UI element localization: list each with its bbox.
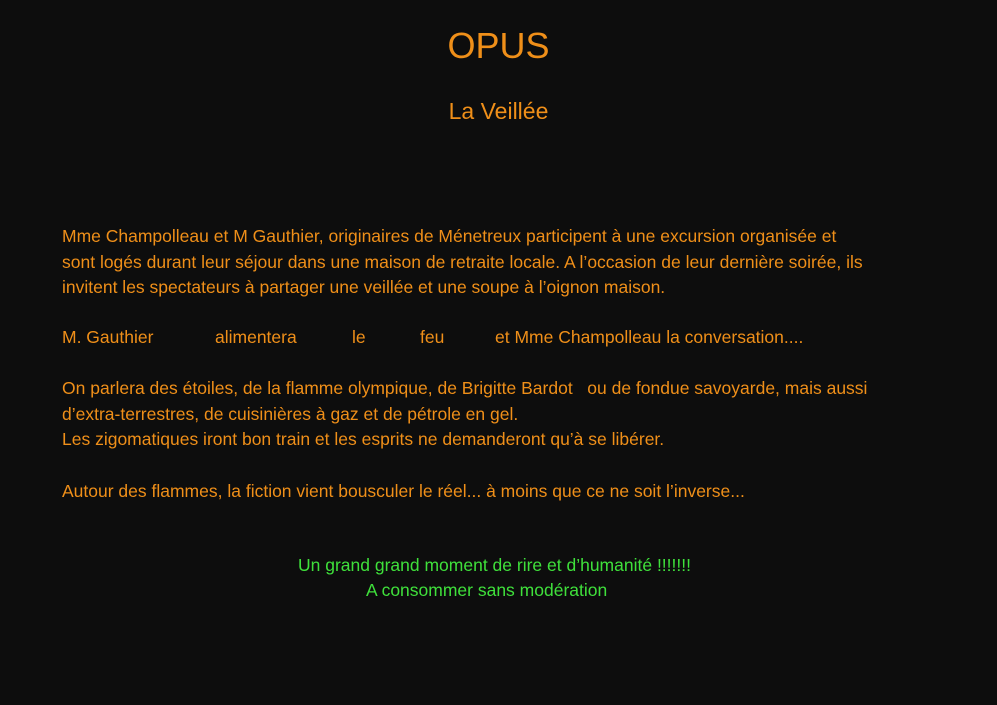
tagline-line-1: Un grand grand moment de rire et d’humanité !!!!!!! — [298, 555, 691, 575]
show-title: OPUS — [447, 25, 550, 66]
justified-word: feu — [420, 327, 445, 347]
justified-word: alimentera — [215, 327, 297, 347]
paragraph-line: Les zigomatiques iront bon train et les esprits ne demanderont qu’à se libérer. — [62, 429, 665, 449]
justified-word: M. Gauthier — [62, 327, 154, 347]
paragraph-roles — [62, 325, 972, 351]
show-subtitle: La Veillée — [448, 98, 549, 124]
tagline-line-2: A consommer sans modération — [366, 580, 608, 600]
paragraph-line: d’extra-terrestres, de cuisinières à gaz et de pétrole en gel. — [62, 403, 519, 424]
paragraph-line: sont logés durant leur séjour dans une maison de retraite locale. A l’occasion de leur dernière soirée, ils — [62, 251, 863, 272]
paragraph-closing: Autour des flammes, la fiction vient bousculer le réel... à moins que ce ne soit l’inverse... — [62, 481, 745, 501]
paragraph-topics — [62, 376, 972, 453]
justified-word: et Mme Champolleau la conversation.... — [495, 327, 804, 347]
paragraph-line: invitent les spectateurs à partager une veillée et une soupe à l’oignon maison. — [62, 277, 666, 297]
justified-word: le — [352, 327, 366, 347]
paragraph-line: Mme Champolleau et M Gauthier, originaires de Ménetreux participent à une excursion organisée et — [62, 226, 837, 246]
paragraph-line: On parlera des étoiles, de la flamme olympique, de Brigitte Bardot ou de fondue savoyarde, mais aussi — [62, 378, 868, 398]
paragraph-intro — [62, 224, 972, 301]
